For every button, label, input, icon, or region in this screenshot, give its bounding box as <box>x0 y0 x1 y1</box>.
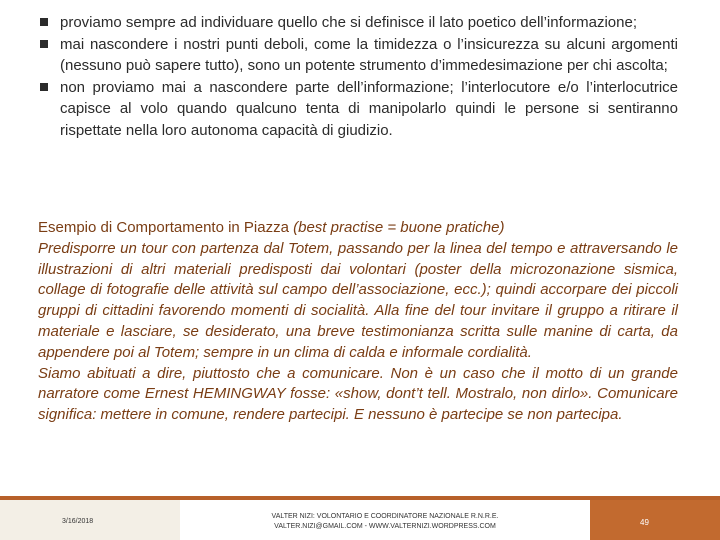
bullet-text: non proviamo mai a nascondere parte dell’informazione; l’interlocutore e/o l’interlocutrice capisce al volo quando qualcuno tenta di manipolarlo quindi le persone si sentiranno rispettate nella loro autonoma capacità di giudizio. <box>60 78 678 139</box>
bullet-item <box>38 12 678 34</box>
example-paragraph <box>38 218 678 364</box>
bullet-text: proviamo sempre ad individuare quello che si definisce il lato poetico dell’informazione; <box>60 14 637 31</box>
square-bullet-icon <box>40 83 48 91</box>
example-heading: Esempio di Comportamento in Piazza <box>38 219 289 236</box>
bullet-item <box>38 34 678 77</box>
example-heading-subtitle: (best practise = buone pratiche) <box>288 219 505 236</box>
bullet-list <box>38 12 678 141</box>
bullet-item <box>38 77 678 142</box>
example-section <box>38 218 678 426</box>
footer-credits <box>190 512 580 532</box>
bullet-text: mai nascondere i nostri punti deboli, come la timidezza o l’insicurezza su alcuni argomenti (nessuno può sapere tutto), sono un potente strumento d’immedesimazione per chi ascolta; <box>60 35 678 74</box>
closing-paragraph: Siamo abituati a dire, piuttosto che a comunicare. Non è un caso che il motto di un grande narratore come Ernest HEMINGWAY fosse: «show, dont’t tell. Mostralo, non dirlo». Comunicare significa: mettere in comune, rendere partecipi. E nessuno è partecipe se non partecipa. <box>38 364 678 424</box>
page-number: 49 <box>640 518 649 527</box>
square-bullet-icon <box>40 40 48 48</box>
footer-date: 3/16/2018 <box>62 518 94 525</box>
footer-page-panel <box>590 500 720 540</box>
example-body: Predisporre un tour con partenza dal Totem, passando per la linea del tempo e attraversando le illustrazioni di altri materiali predisposti dai volontari (poster della microzonazione sismica, collage di fotografie delle attività sul campo dell’associazione, ecc.); quindi accorpare dei piccoli gruppi di cittadini favorendo momenti di socialità. Alla fine del tour invitare il gruppo a ritirare il materiale e lasciare, se desiderato, una breve testimonianza scritta sulle manine di carta, da appendere poi al Totem; sempre in un clima di calda e informale cordialità. <box>38 239 678 361</box>
footer-credits-line: VALTER.NIZI@GMAIL.COM - WWW.VALTERNIZI.WORDPRESS.COM <box>274 523 496 530</box>
footer-credits-line: VALTER NIZI: VOLONTARIO E COORDINATORE NAZIONALE R.N.R.E. <box>271 513 499 520</box>
square-bullet-icon <box>40 18 48 26</box>
